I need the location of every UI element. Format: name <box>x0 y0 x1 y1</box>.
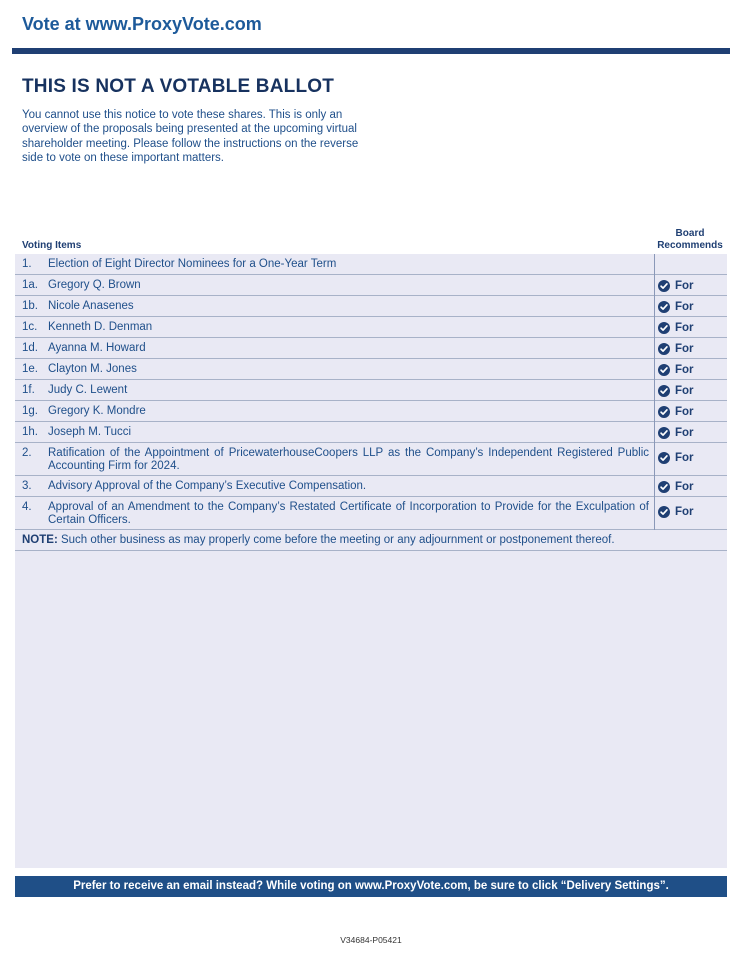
table-row <box>15 401 727 422</box>
table-row <box>15 476 727 497</box>
notice-heading: THIS IS NOT A VOTABLE BALLOT <box>22 76 335 97</box>
item-text: Kenneth D. Denman <box>48 321 153 333</box>
item-number: 1. <box>22 258 32 270</box>
recommendation-label: For <box>675 280 694 292</box>
item-text: Clayton M. Jones <box>48 363 137 375</box>
item-number: 1h. <box>22 426 38 438</box>
item-text: Approval of an Amendment to the Company’s Restated Certificate of Incorporation to Provide for the Exculpation of Certain Officers. <box>48 501 649 526</box>
board-recommendation-cell <box>654 254 727 275</box>
note-row <box>15 530 727 551</box>
recommendation <box>658 364 694 376</box>
delivery-settings-banner: Prefer to receive an email instead? While voting on www.ProxyVote.com, be sure to click “Delivery Settings”. <box>15 876 727 897</box>
table-row <box>15 380 727 401</box>
page-header-title[interactable]: Vote at www.ProxyVote.com <box>22 14 262 34</box>
item-number: 2. <box>22 447 32 459</box>
table-row <box>15 317 727 338</box>
document-code: V34684-P05421 <box>340 935 402 945</box>
voting-items-panel <box>15 254 727 868</box>
board-recommendation-cell <box>654 401 727 422</box>
table-row <box>15 359 727 380</box>
table-row <box>15 422 727 443</box>
check-circle-icon <box>658 385 670 397</box>
item-number: 1b. <box>22 300 38 312</box>
recommendation <box>658 385 694 397</box>
table-row <box>15 296 727 317</box>
board-recommendation-cell <box>654 317 727 338</box>
check-circle-icon <box>658 322 670 334</box>
note-label: NOTE: <box>22 534 58 546</box>
board-recommendation-cell <box>654 443 727 476</box>
recommendation <box>658 427 694 439</box>
recommendation <box>658 406 694 418</box>
board-recommends-header: Board Recommends <box>657 228 723 251</box>
notice-body: You cannot use this notice to vote these shares. This is only an overview of the proposals being presented at the upcoming virtual shareholder meeting. Please follow the instructions on the reverse side to vote on these important matters. <box>22 109 359 164</box>
table-row <box>15 275 727 296</box>
recommendation <box>658 322 694 334</box>
item-text: Ratification of the Appointment of PricewaterhouseCoopers LLP as the Company’s Independent Registered Public Accounting Firm for 2024. <box>48 447 649 472</box>
recommendation-label: For <box>675 406 694 418</box>
recommendation-label: For <box>675 506 694 518</box>
item-text: Judy C. Lewent <box>48 384 128 396</box>
recommendation <box>658 506 694 518</box>
recommendation <box>658 481 694 493</box>
check-circle-icon <box>658 280 670 292</box>
board-recommendation-cell <box>654 296 727 317</box>
recommendation <box>658 343 694 355</box>
item-text: Joseph M. Tucci <box>48 426 132 438</box>
table-column-headers <box>15 228 727 254</box>
board-recommendation-cell <box>654 476 727 497</box>
check-circle-icon <box>658 427 670 439</box>
header-rule <box>12 48 730 54</box>
recommendation-label: For <box>675 343 694 355</box>
check-circle-icon <box>658 301 670 313</box>
item-number: 1e. <box>22 363 38 375</box>
recommendation-label: For <box>675 481 694 493</box>
recommendation <box>658 301 694 313</box>
item-number: 1f. <box>22 384 35 396</box>
recommendation-label: For <box>675 427 694 439</box>
check-circle-icon <box>658 481 670 493</box>
board-recommendation-cell <box>654 422 727 443</box>
recommendation <box>658 280 694 292</box>
voting-items-table <box>15 254 727 530</box>
table-row <box>15 497 727 530</box>
item-number: 1g. <box>22 405 38 417</box>
check-circle-icon <box>658 452 670 464</box>
recommendation-label: For <box>675 452 694 464</box>
item-text: Election of Eight Director Nominees for a One-Year Term <box>48 258 337 270</box>
recommendation <box>658 452 694 464</box>
board-recommendation-cell <box>654 338 727 359</box>
board-recommendation-cell <box>654 275 727 296</box>
note-text: Such other business as may properly come before the meeting or any adjournment or postponement thereof. <box>57 534 615 546</box>
item-text: Nicole Anasenes <box>48 300 134 312</box>
recommendation-label: For <box>675 385 694 397</box>
item-number: 1d. <box>22 342 38 354</box>
recommendation-label: For <box>675 364 694 376</box>
recommendation-label: For <box>675 322 694 334</box>
recommendation-label: For <box>675 301 694 313</box>
table-row <box>15 443 727 476</box>
check-circle-icon <box>658 364 670 376</box>
item-text: Advisory Approval of the Company’s Executive Compensation. <box>48 480 367 492</box>
board-recommendation-cell <box>654 497 727 530</box>
check-circle-icon <box>658 506 670 518</box>
item-text: Gregory Q. Brown <box>48 279 141 291</box>
board-recommendation-cell <box>654 380 727 401</box>
voting-items-header: Voting Items <box>22 240 82 251</box>
item-number: 1a. <box>22 279 38 291</box>
table-row <box>15 254 727 275</box>
item-text: Gregory K. Mondre <box>48 405 146 417</box>
table-row <box>15 338 727 359</box>
board-recommendation-cell <box>654 359 727 380</box>
item-number: 3. <box>22 480 32 492</box>
item-number: 4. <box>22 501 32 513</box>
item-text: Ayanna M. Howard <box>48 342 146 354</box>
item-number: 1c. <box>22 321 38 333</box>
check-circle-icon <box>658 343 670 355</box>
check-circle-icon <box>658 406 670 418</box>
